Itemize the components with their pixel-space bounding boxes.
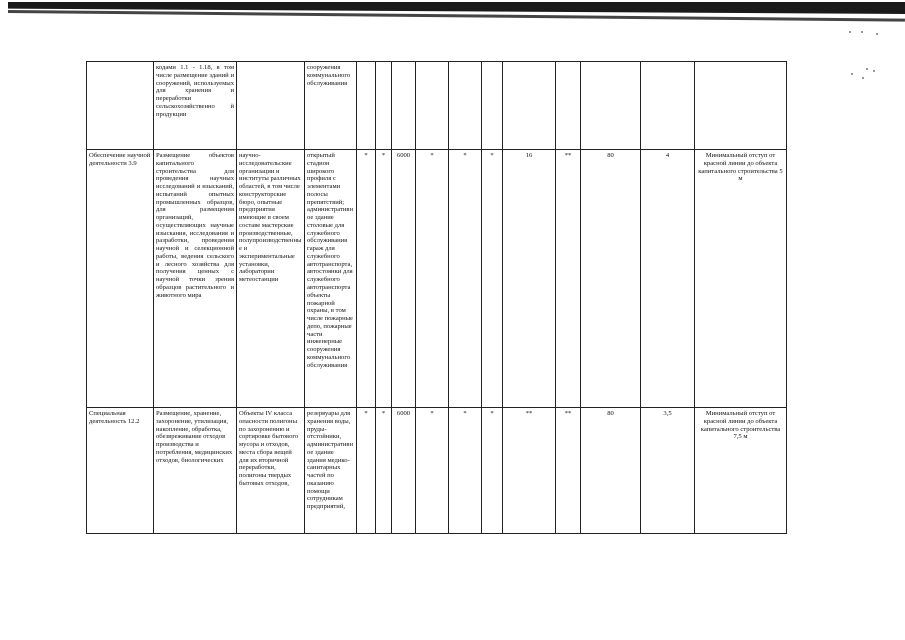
cell-auxiliary-objects: открытый стадион широкого профиля с элементами полосы препятствий; административное здание столовые для служебного обслуживания гараж для служебного автотранспорта, автостоянки для служебного автотранспорта объекты пожарной охраны, в том числе пожарные депо, пожарные части инженерные сооружения коммунального обслуживания bbox=[305, 150, 357, 408]
cell-param-8: ** bbox=[556, 408, 581, 534]
cell-param-2: * bbox=[376, 408, 392, 534]
cell-param-8 bbox=[556, 62, 581, 150]
table-row bbox=[87, 62, 787, 150]
cell-param-4: * bbox=[416, 150, 449, 408]
document-sheet bbox=[86, 61, 786, 534]
cell-notes bbox=[695, 62, 787, 150]
table-row bbox=[87, 408, 787, 534]
cell-param-8: ** bbox=[556, 150, 581, 408]
cell-param-6 bbox=[482, 62, 503, 150]
cell-auxiliary-objects: сооружения коммунального обслуживания bbox=[305, 62, 357, 150]
cell-param-3 bbox=[392, 62, 416, 150]
cell-param-4: * bbox=[416, 408, 449, 534]
cell-activity: Обеспечение научной деятельности 3.9 bbox=[87, 150, 154, 408]
zoning-regulations-table bbox=[86, 61, 787, 534]
cell-auxiliary-objects: резервуары для хранения воды, пруды-отстойники, административное здание здания медико-санитарных частей по оказанию помощи сотрудникам предприятий, bbox=[305, 408, 357, 534]
cell-param-9: 80 bbox=[581, 150, 641, 408]
cell-param-7: 16 bbox=[503, 150, 556, 408]
cell-activity: Специальная деятельность 12.2 bbox=[87, 408, 154, 534]
cell-param-2 bbox=[376, 62, 392, 150]
cell-param-3: 6000 bbox=[392, 150, 416, 408]
cell-notes: Минимальный отступ от красной линии до объекта капитального строительства 5 м bbox=[695, 150, 787, 408]
cell-param-9: 80 bbox=[581, 408, 641, 534]
cell-description: кодами 1.1 - 1.18, в том числе размещение зданий и сооружений, используемых для хранения и переработки сельскохозяйственно й продукции bbox=[154, 62, 237, 150]
cell-param-7 bbox=[503, 62, 556, 150]
cell-param-10: 4 bbox=[641, 150, 695, 408]
cell-param-2: * bbox=[376, 150, 392, 408]
cell-param-6: * bbox=[482, 150, 503, 408]
cell-param-5: * bbox=[449, 150, 482, 408]
cell-param-1 bbox=[357, 62, 376, 150]
cell-main-objects bbox=[237, 62, 305, 150]
cell-notes: Минимальный отступ от красной линии до объекта капитального строительства 7,5 м bbox=[695, 408, 787, 534]
cell-param-6: * bbox=[482, 408, 503, 534]
cell-param-7: ** bbox=[503, 408, 556, 534]
table-row bbox=[87, 150, 787, 408]
cell-activity bbox=[87, 62, 154, 150]
cell-param-4 bbox=[416, 62, 449, 150]
cell-main-objects: Объекты IV класса опасности полигоны по захоронению и сортировке бытового мусора и отходов, места сбора вещей для их вторичной переработки, полигоны твердых бытовых отходов, bbox=[237, 408, 305, 534]
cell-param-9 bbox=[581, 62, 641, 150]
cell-param-10: 3,5 bbox=[641, 408, 695, 534]
cell-description: Размещение объектов капитального строительства для проведения научных исследований и изысканий, испытаний опытных промышленных образцов, для размещения организаций, осуществляющих научные изыскания, исследования и разработки, проведения научной и селекционной работы, ведения сельского и лесного хозяйства для получения ценных с научной точки зрения образцов растительного и животного мира bbox=[154, 150, 237, 408]
cell-description: Размещение, хранение, захоронение, утилизация, накопление, обработка, обезвреживание отходов производства и потребления, медицинских отходов, биологических bbox=[154, 408, 237, 534]
cell-param-1: * bbox=[357, 408, 376, 534]
cell-param-5 bbox=[449, 62, 482, 150]
cell-param-5: * bbox=[449, 408, 482, 534]
cell-param-1: * bbox=[357, 150, 376, 408]
cell-param-10 bbox=[641, 62, 695, 150]
cell-main-objects: научно-исследовательские организации и институты различных областей, в том числе конструкторские бюро, опытные предприятия имеющие в своем составе мастерские производственные, полупроизводственные и экспериментальные установки, лаборатории метеостанции bbox=[237, 150, 305, 408]
cell-param-3: 6000 bbox=[392, 408, 416, 534]
